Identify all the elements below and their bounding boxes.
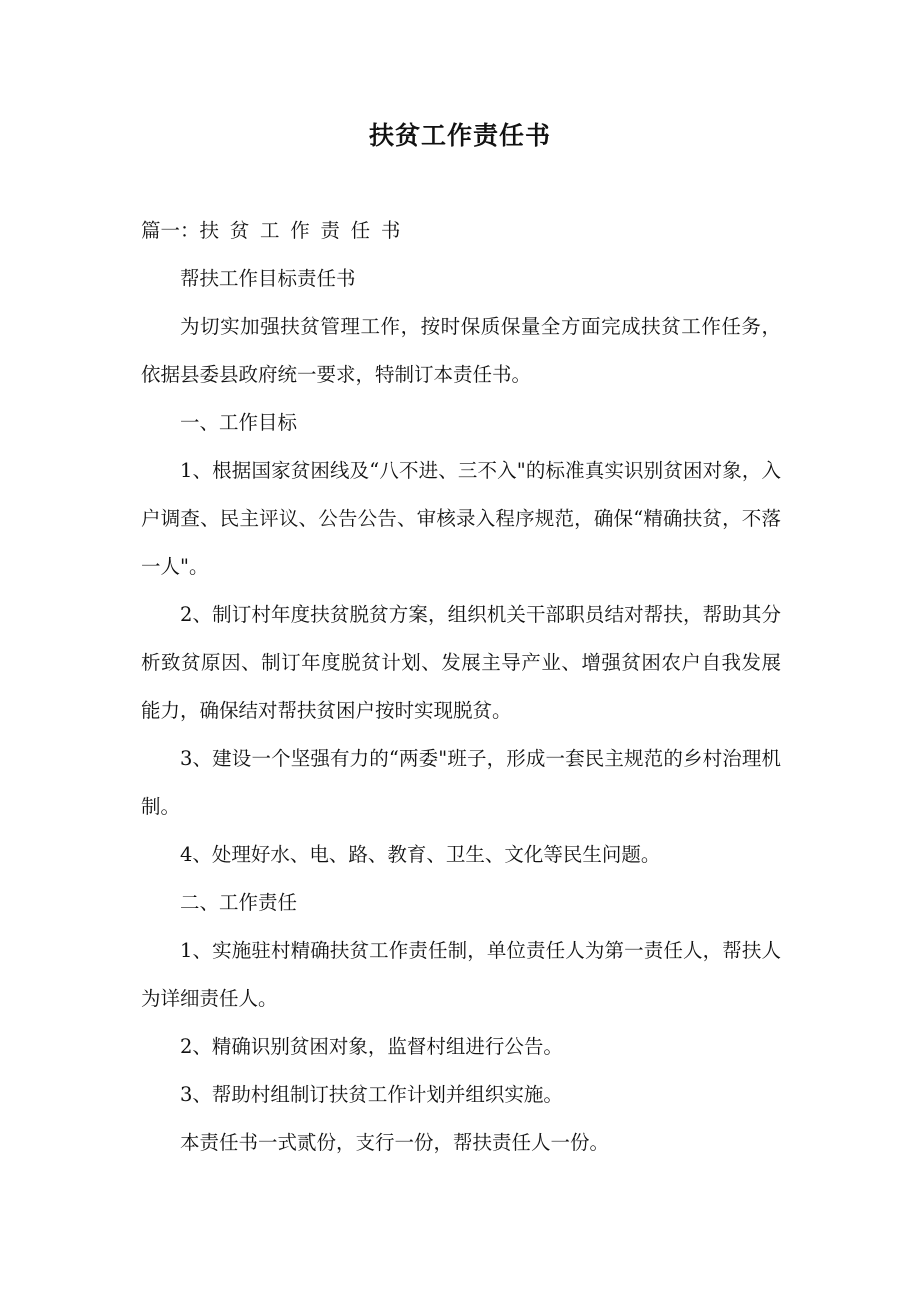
section-heading-goals: 一、工作目标 <box>180 411 298 434</box>
goal-item-1: 1、根据国家贫困线及“八不进、三不入"的标准真实识别贫困对象，入户调查、民主评议、公告公告、审核录入程序规范，确保“精确扶贫，不落一人"。 <box>141 459 781 578</box>
goal-item-4: 4、处理好水、电、路、教育、卫生、文化等民生问题。 <box>180 843 661 866</box>
chapter-prefix: 篇一： <box>141 219 200 242</box>
responsibility-item-3: 3、帮助村组制订扶贫工作计划并组织实施。 <box>180 1083 563 1106</box>
chapter-title: 扶贫工作责任书 <box>199 219 412 242</box>
closing-paragraph: 本责任书一式贰份，支行一份，帮扶责任人一份。 <box>180 1131 610 1154</box>
document-title: 扶贫工作责任书 <box>368 121 551 150</box>
goal-item-2: 2、制订村年度扶贫脱贫方案，组织机关干部职员结对帮扶，帮助其分析致贫原因、制订年度脱贫计划、发展主导产业、增强贫困农户自我发展能力，确保结对帮扶贫困户按时实现脱贫。 <box>141 603 781 722</box>
subtitle: 帮扶工作目标责任书 <box>180 267 356 290</box>
responsibility-item-1: 1、实施驻村精确扶贫工作责任制，单位责任人为第一责任人，帮扶人为详细责任人。 <box>141 939 781 1010</box>
goal-item-3: 3、建设一个坚强有力的“两委"班子，形成一套民主规范的乡村治理机制。 <box>141 747 781 818</box>
responsibility-item-2: 2、精确识别贫困对象，监督村组进行公告。 <box>180 1035 563 1058</box>
chapter-heading <box>141 207 781 255</box>
section-heading-responsibility: 二、工作责任 <box>180 891 298 914</box>
intro-paragraph: 为切实加强扶贫管理工作，按时保质保量全方面完成扶贫工作任务，依据县委县政府统一要求，特制订本责任书。 <box>141 315 781 386</box>
document-body <box>141 207 781 1167</box>
